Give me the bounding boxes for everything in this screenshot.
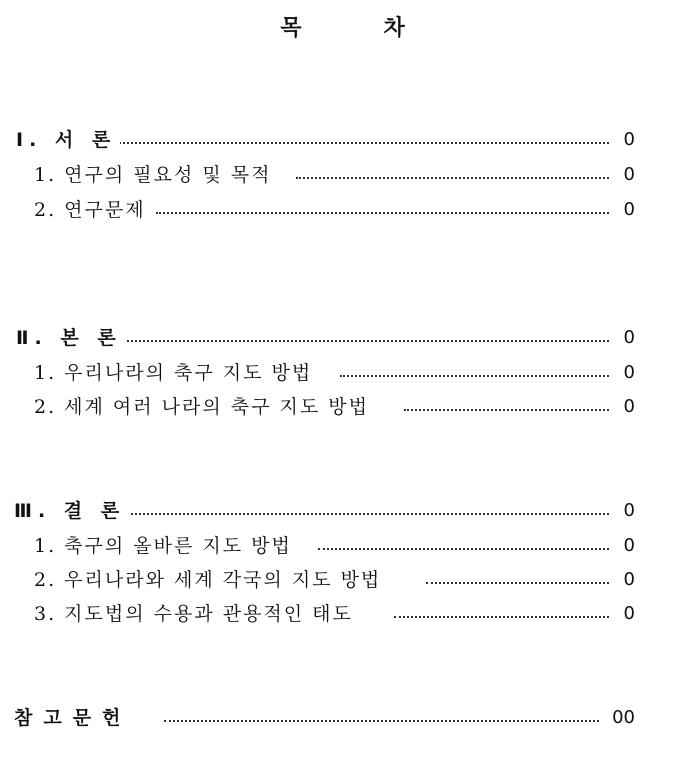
chapter-heading: Ⅰ. 서 론 [16, 127, 120, 153]
item-label: 2. 연구문제 [34, 197, 150, 223]
leader-dots [318, 548, 609, 550]
toc-item-1-1[interactable] [0, 162, 685, 188]
page-number: 00 [612, 707, 635, 728]
page-number: 0 [623, 603, 635, 624]
toc-title [0, 14, 685, 44]
leader-dots [340, 375, 609, 377]
references-heading: 참고문헌 [14, 705, 135, 731]
page-number: 0 [623, 535, 635, 556]
toc-chapter-1[interactable] [0, 127, 685, 153]
item-label: 1. 연구의 필요성 및 목적 [34, 162, 275, 188]
item-label: 3. 지도법의 수용과 관용적인 태도 [34, 601, 357, 627]
toc-item-2-1[interactable] [0, 360, 685, 386]
toc-references[interactable] [0, 705, 685, 731]
toc-chapter-3[interactable] [0, 498, 685, 524]
leader-dots [156, 212, 609, 214]
chapter-heading: Ⅲ. 결 론 [14, 498, 129, 524]
page-number: 0 [623, 199, 635, 220]
item-label: 1. 우리나라의 축구 지도 방법 [34, 360, 316, 386]
page-number: 0 [623, 396, 635, 417]
toc-item-3-3[interactable] [0, 601, 685, 627]
item-label: 2. 우리나라와 세계 각국의 지도 방법 [34, 567, 385, 593]
toc-title-part2: 차 [383, 16, 405, 41]
leader-dots [112, 142, 609, 144]
page-number: 0 [623, 327, 635, 348]
leader-dots [164, 720, 599, 722]
page-number: 0 [623, 129, 635, 150]
leader-dots [426, 582, 609, 584]
toc-item-3-1[interactable] [0, 533, 685, 559]
leader-dots [394, 616, 609, 618]
toc-item-2-2[interactable] [0, 394, 685, 420]
chapter-heading: Ⅱ. 본 론 [16, 325, 126, 351]
item-label: 2. 세계 여러 나라의 축구 지도 방법 [34, 394, 373, 420]
toc-item-1-2[interactable] [0, 197, 685, 223]
leader-dots [404, 409, 609, 411]
page-number: 0 [623, 569, 635, 590]
page-number: 0 [623, 164, 635, 185]
toc-title-part1: 목 [280, 16, 302, 41]
leader-dots [296, 177, 609, 179]
toc-chapter-2[interactable] [0, 325, 685, 351]
page-number: 0 [623, 362, 635, 383]
item-label: 1. 축구의 올바른 지도 방법 [34, 533, 296, 559]
toc-item-3-2[interactable] [0, 567, 685, 593]
leader-dots [116, 340, 609, 342]
page-number: 0 [623, 500, 635, 521]
leader-dots [126, 513, 609, 515]
